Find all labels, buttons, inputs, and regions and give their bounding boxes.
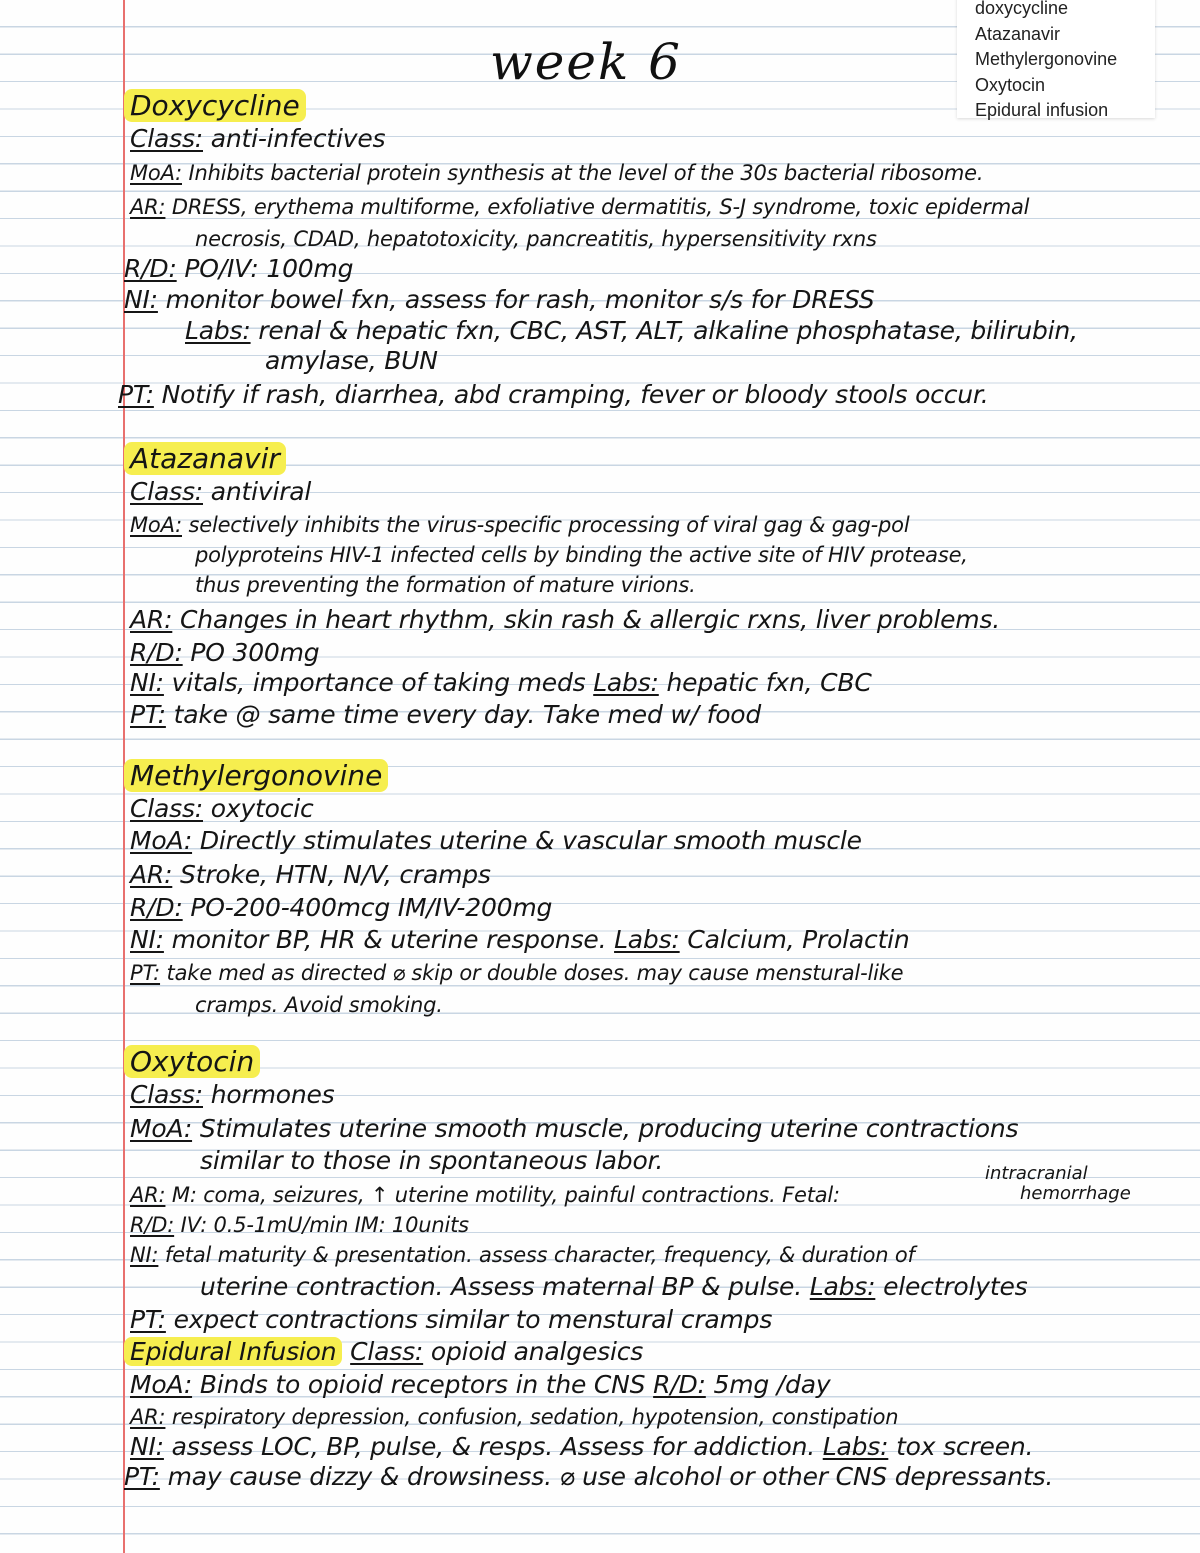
labs-label: Labs: <box>614 925 680 954</box>
ar-continued: necrosis, CDAD, hepatotoxicity, pancreatitis, hypersensitivity rxns <box>195 227 877 251</box>
pt-line <box>130 700 761 730</box>
rd-text: PO-200-400mcg IM/IV-200mg <box>190 893 553 922</box>
ni-continued <box>200 1272 1027 1302</box>
ar-note-hemorrhage: hemorrhage <box>1020 1183 1131 1204</box>
drug-heading-methylergonovine <box>124 760 388 792</box>
pt-text: may cause dizzy & drowsiness. ⌀ use alcohol or other CNS depressants. <box>167 1462 1054 1491</box>
class-label: Class: <box>130 1080 203 1109</box>
pt-label: PT: <box>124 1462 160 1491</box>
drug-heading-doxycycline <box>124 90 306 122</box>
ar-text: DRESS, erythema multiforme, exfoliative dermatitis, S-J syndrome, toxic epidermal <box>171 195 1030 219</box>
ar-label: AR: <box>130 860 173 889</box>
rd-text: 5mg /day <box>713 1370 831 1399</box>
class-line <box>130 1080 334 1110</box>
pt-text: take med as directed ⌀ skip or double doses. may cause menstural-like <box>166 961 904 985</box>
class-text: antiviral <box>210 477 312 506</box>
ni-line <box>130 925 910 955</box>
drug-list-item: Epidural infusion <box>975 100 1109 120</box>
moa-text: Directly stimulates uterine & vascular smooth muscle <box>199 826 862 855</box>
class-label: Class: <box>130 794 203 823</box>
rd-line <box>124 254 353 284</box>
class-text: hormones <box>210 1080 335 1109</box>
pt-line <box>124 1462 1053 1492</box>
drug-list-note <box>957 0 1155 118</box>
labs-continued: amylase, BUN <box>265 346 438 375</box>
labs-text: renal & hepatic fxn, CBC, AST, ALT, alkaline phosphatase, bilirubin, <box>258 316 1078 345</box>
drug-name: Oxytocin <box>124 1045 260 1078</box>
ar-label: AR: <box>130 1405 166 1429</box>
ni-text: monitor BP, HR & uterine response. <box>171 925 607 954</box>
moa-continued: polyproteins HIV-1 infected cells by binding the active site of HIV protease, <box>195 543 968 567</box>
pt-text: expect contractions similar to menstural cramps <box>173 1305 773 1334</box>
ni-label: NI: <box>130 1432 164 1461</box>
drug-heading-atazanavir <box>124 443 286 475</box>
labs-label: Labs: <box>593 668 659 697</box>
drug-list-item: Methylergonovine <box>975 49 1118 69</box>
class-line <box>130 124 385 154</box>
rd-label: R/D: <box>130 1213 175 1237</box>
pt-label: PT: <box>118 380 154 409</box>
labs-text: tox screen. <box>896 1432 1034 1461</box>
class-text: oxytocic <box>210 794 314 823</box>
ni-text: assess LOC, BP, pulse, & resps. Assess for addiction. <box>171 1432 815 1461</box>
class-label: Class: <box>130 124 203 153</box>
drug-heading-oxytocin <box>124 1046 260 1078</box>
class-text: opioid analgesics <box>430 1337 644 1366</box>
rd-label: R/D: <box>653 1370 706 1399</box>
moa-label: MoA: <box>130 1114 193 1143</box>
class-label: Class: <box>350 1337 424 1366</box>
drug-heading-epidural <box>124 1337 643 1367</box>
moa-continued: similar to those in spontaneous labor. <box>200 1146 664 1175</box>
ar-line <box>130 860 491 890</box>
labs-text: Calcium, Prolactin <box>687 925 910 954</box>
moa-label: MoA: <box>130 1370 193 1399</box>
drug-list-item: doxycycline <box>975 0 1069 18</box>
pt-label: PT: <box>130 1305 166 1334</box>
ar-note-intracranial: intracranial <box>985 1163 1088 1184</box>
drug-name: Methylergonovine <box>124 759 388 792</box>
ar-label: AR: <box>130 195 166 219</box>
pt-line <box>118 380 988 410</box>
labs-text: electrolytes <box>883 1272 1028 1301</box>
rd-line <box>130 893 552 923</box>
ni-text: vitals, importance of taking meds <box>171 668 586 697</box>
pt-label: PT: <box>130 961 161 985</box>
labs-line <box>185 316 1078 346</box>
moa-text: selectively inhibits the virus-specific processing of viral gag & gag-pol <box>188 513 910 537</box>
drug-name: Doxycycline <box>124 89 306 122</box>
pt-text: take @ same time every day. Take med w/ food <box>173 700 762 729</box>
moa-label: MoA: <box>130 513 182 537</box>
ar-text: respiratory depression, confusion, sedation, hypotension, constipation <box>171 1405 899 1429</box>
rd-line <box>130 1210 469 1240</box>
rd-label: R/D: <box>130 638 183 667</box>
drug-name: Atazanavir <box>124 442 286 475</box>
ar-text: Stroke, HTN, N/V, cramps <box>180 860 491 889</box>
ar-line <box>130 1402 898 1432</box>
ni-text: uterine contraction. Assess maternal BP & pulse. <box>200 1272 802 1301</box>
moa-text: Binds to opioid receptors in the CNS <box>199 1370 646 1399</box>
pt-label: PT: <box>130 700 166 729</box>
ar-line <box>130 192 1029 222</box>
ni-label: NI: <box>130 925 164 954</box>
rd-text: PO/IV: 100mg <box>184 254 354 283</box>
class-line <box>130 794 314 824</box>
ni-line <box>130 1240 915 1270</box>
rd-label: R/D: <box>124 254 177 283</box>
labs-label: Labs: <box>185 316 251 345</box>
ar-label: AR: <box>130 1183 166 1207</box>
drug-list-item: Oxytocin <box>975 74 1046 95</box>
moa-line <box>130 826 862 856</box>
class-label: Class: <box>130 477 203 506</box>
moa-text: Stimulates uterine smooth muscle, producing uterine contractions <box>199 1114 1019 1143</box>
ni-text: monitor bowel fxn, assess for rash, monitor s/s for DRESS <box>165 285 875 314</box>
page-title: week 6 <box>490 33 682 91</box>
labs-label: Labs: <box>809 1272 876 1301</box>
labs-text: hepatic fxn, CBC <box>666 668 872 697</box>
drug-list-item: Atazanavir <box>975 23 1061 44</box>
pt-continued: cramps. Avoid smoking. <box>195 993 443 1017</box>
class-line <box>130 477 311 507</box>
pt-line <box>130 1305 772 1335</box>
moa-line <box>130 1370 830 1400</box>
rd-label: R/D: <box>130 893 183 922</box>
ar-text: M: coma, seizures, ↑ uterine motility, painful contractions. Fetal: <box>171 1183 840 1207</box>
moa-label: MoA: <box>130 161 182 185</box>
moa-text: Inhibits bacterial protein synthesis at the level of the 30s bacterial ribosome. <box>188 161 984 185</box>
moa-label: MoA: <box>130 826 193 855</box>
ar-line <box>130 605 1000 635</box>
rd-text: PO 300mg <box>190 638 320 667</box>
class-text: anti-infectives <box>210 124 386 153</box>
labs-label: Labs: <box>822 1432 889 1461</box>
moa-line <box>130 158 983 188</box>
ni-text: fetal maturity & presentation. assess character, frequency, & duration of <box>164 1243 915 1267</box>
ni-line <box>130 668 872 698</box>
ni-label: NI: <box>124 285 158 314</box>
ni-label: NI: <box>130 668 164 697</box>
ar-text: Changes in heart rhythm, skin rash & allergic rxns, liver problems. <box>180 605 1001 634</box>
rd-text: IV: 0.5-1mU/min IM: 10units <box>180 1213 469 1237</box>
ar-label: AR: <box>130 605 173 634</box>
drug-name: Epidural Infusion <box>124 1337 342 1366</box>
moa-line <box>130 510 909 540</box>
ni-line <box>130 1432 1033 1462</box>
moa-line <box>130 1114 1018 1144</box>
moa-continued: thus preventing the formation of mature virions. <box>195 573 696 597</box>
ar-line <box>130 1180 840 1210</box>
ni-label: NI: <box>130 1243 159 1267</box>
ni-line <box>124 285 874 315</box>
pt-text: Notify if rash, diarrhea, abd cramping, fever or bloody stools occur. <box>161 380 989 409</box>
pt-line <box>130 958 903 988</box>
rd-line <box>130 638 319 668</box>
